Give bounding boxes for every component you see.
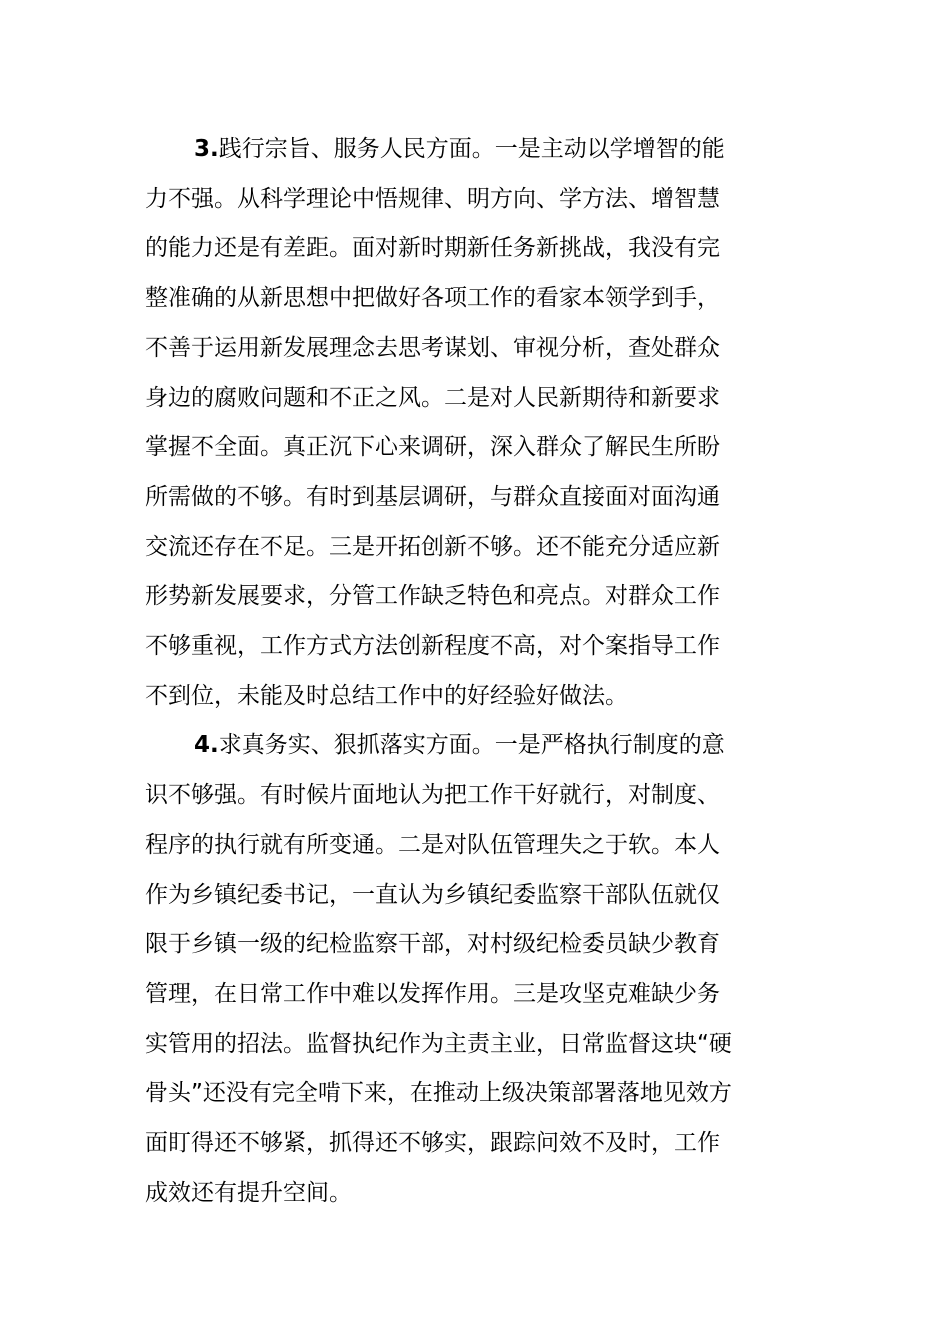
paragraph-line: 成效还有提升空间。 bbox=[145, 1179, 352, 1206]
paragraph-line: 的能力还是有差距。面对新时期新任务新挑战，我没有完 bbox=[145, 235, 720, 262]
paragraph-line: 掌握不全面。真正沉下心来调研，深入群众了解民生所盼 bbox=[145, 434, 720, 461]
section-number: 3. bbox=[194, 136, 219, 162]
paragraph-line: 作为乡镇纪委书记，一直认为乡镇纪委监察干部队伍就仅 bbox=[145, 881, 720, 908]
paragraph-line: 骨头”还没有完全啃下来，在推动上级决策部署落地见效方 bbox=[145, 1080, 732, 1107]
line-text: 践行宗旨、服务人民方面。一是主动以学增智的能 bbox=[218, 136, 725, 162]
paragraph-line: 程序的执行就有所变通。二是对队伍管理失之于软。本人 bbox=[145, 831, 720, 858]
paragraph-line: 不善于运用新发展理念去思考谋划、审视分析，查处群众 bbox=[145, 334, 720, 361]
paragraph-line: 所需做的不够。有时到基层调研，与群众直接面对面沟通 bbox=[145, 483, 720, 510]
paragraph-line: 限于乡镇一级的纪检监察干部，对村级纪检委员缺少教育 bbox=[145, 931, 720, 958]
paragraph-line: 不够重视，工作方式方法创新程度不高，对个案指导工作 bbox=[145, 633, 720, 660]
paragraph-line: 不到位，未能及时总结工作中的好经验好做法。 bbox=[145, 682, 628, 709]
paragraph-line bbox=[145, 125, 805, 175]
paragraph-3 bbox=[145, 125, 805, 721]
paragraph-line bbox=[145, 721, 805, 771]
paragraph-line: 整准确的从新思想中把做好各项工作的看家本领学到手， bbox=[145, 285, 720, 312]
paragraph-line: 实管用的招法。监督执纪作为主责主业，日常监督这块“硬 bbox=[145, 1030, 732, 1057]
paragraph-line: 面盯得还不够紧，抓得还不够实，跟踪问效不及时，工作 bbox=[145, 1130, 720, 1157]
document-body bbox=[145, 125, 805, 1218]
section-number: 4. bbox=[194, 732, 219, 759]
paragraph-line: 识不够强。有时候片面地认为把工作干好就行，对制度、 bbox=[145, 782, 720, 809]
line-text: 求真务实、狠抓落实方面。一是严格执行制度的意 bbox=[218, 732, 725, 759]
paragraph-4 bbox=[145, 721, 805, 1218]
paragraph-line: 交流还存在不足。三是开拓创新不够。还不能充分适应新 bbox=[145, 533, 720, 560]
paragraph-line: 身边的腐败问题和不正之风。二是对人民新期待和新要求 bbox=[145, 384, 720, 411]
paragraph-line: 力不强。从科学理论中悟规律、明方向、学方法、增智慧 bbox=[145, 185, 720, 212]
paragraph-line: 管理，在日常工作中难以发挥作用。三是攻坚克难缺少务 bbox=[145, 980, 720, 1007]
paragraph-line: 形势新发展要求，分管工作缺乏特色和亮点。对群众工作 bbox=[145, 583, 720, 610]
